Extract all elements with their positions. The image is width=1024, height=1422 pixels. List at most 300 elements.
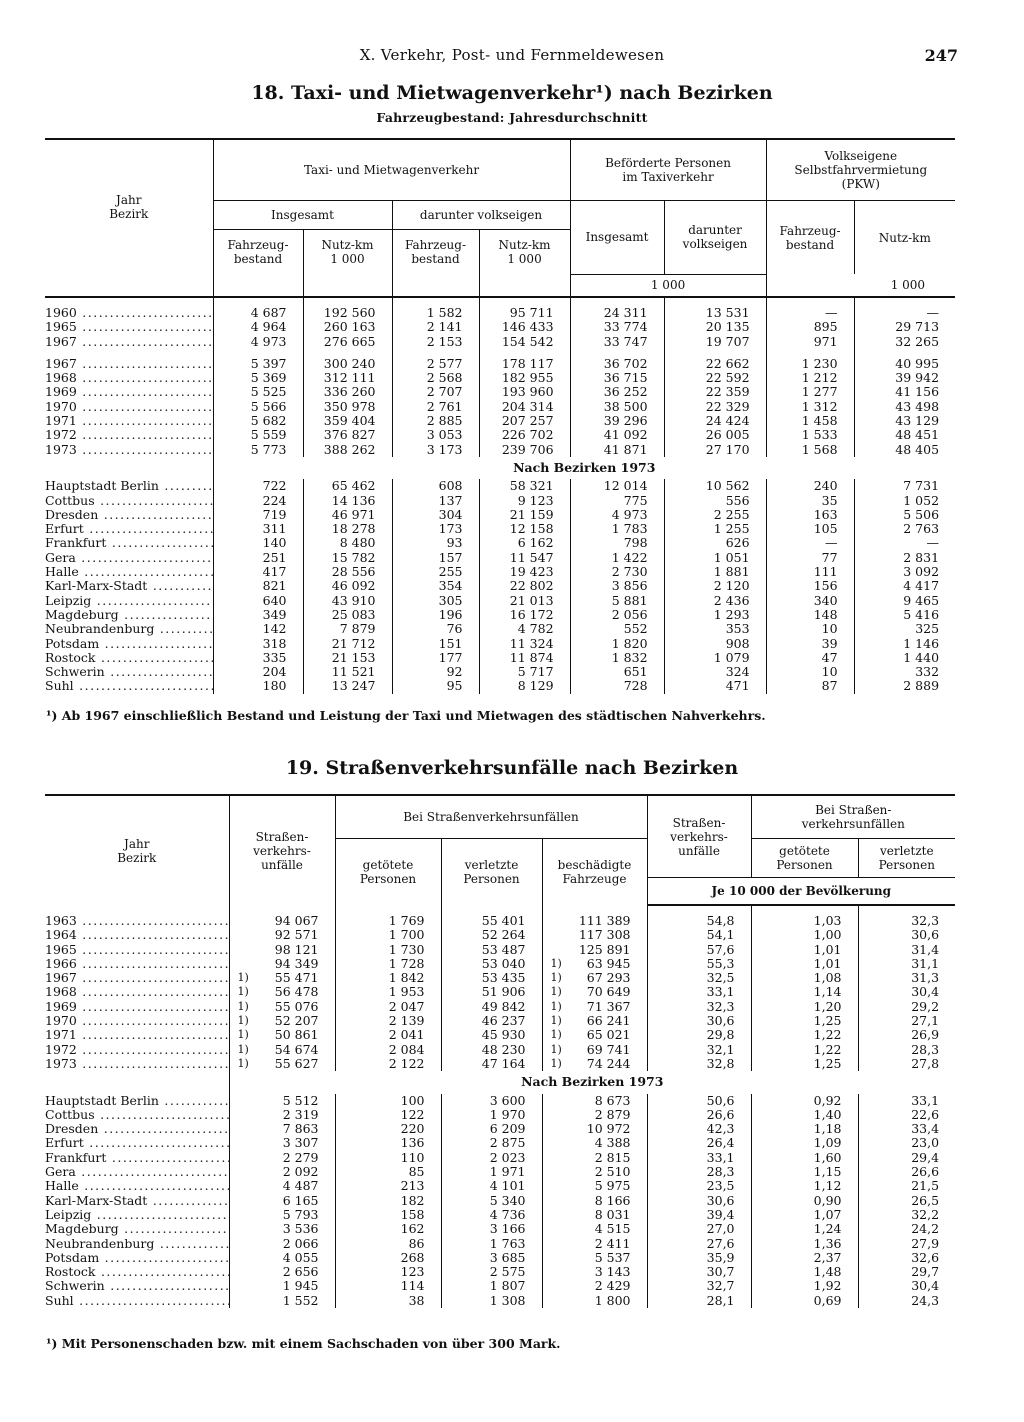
cell-value: 69 741	[586, 1041, 631, 1057]
table-cell: 19 707	[664, 335, 766, 349]
table-cell: 325	[854, 622, 955, 636]
table-cell: —	[766, 306, 854, 320]
cell-value: 52 207	[274, 1013, 319, 1029]
row-label	[45, 306, 213, 320]
table-row	[45, 371, 955, 385]
table-cell: 114	[335, 1279, 441, 1293]
table-cell: 552	[570, 622, 664, 636]
table-row	[45, 551, 955, 565]
row-label	[45, 357, 213, 371]
table-cell: 6 209	[441, 1122, 542, 1136]
row-label-text: 1967 .....	[45, 971, 229, 985]
table-cell: 76	[392, 622, 479, 636]
table-cell: 41 156	[854, 385, 955, 399]
table-cell: 3 856	[570, 579, 664, 593]
table-cell	[229, 914, 335, 928]
table-cell	[542, 1043, 647, 1057]
table-cell: 1 953	[335, 985, 441, 999]
table-cell: 21 153	[303, 651, 392, 665]
table-cell	[229, 1014, 335, 1028]
table-cell: 3 092	[854, 565, 955, 579]
row-label-text: 1973 .....	[45, 1057, 229, 1071]
table-cell: 19 423	[479, 565, 570, 579]
table-cell: 22 662	[664, 357, 766, 371]
table-row	[45, 443, 955, 457]
table18	[45, 138, 955, 694]
table-cell: 719	[213, 508, 303, 522]
row-label	[45, 371, 213, 385]
table-cell: 31,4	[858, 943, 955, 957]
row-label-text: 1973 .....	[45, 443, 213, 457]
table-cell: 4 687	[213, 306, 303, 320]
table-cell: 123	[335, 1265, 441, 1279]
table-cell: 1,22	[751, 1028, 858, 1042]
table-cell: 226 702	[479, 428, 570, 442]
t18-stub-header: Jahr Bezirk	[45, 139, 213, 274]
table-cell	[229, 1043, 335, 1057]
row-label-text: 1968 .....	[45, 371, 213, 385]
table-cell: 38 500	[570, 400, 664, 414]
table-cell: 207 257	[479, 414, 570, 428]
table-cell: 5 793	[229, 1208, 335, 1222]
table-cell: 158	[335, 1208, 441, 1222]
table-cell: 148	[766, 608, 854, 622]
table-cell: 1,08	[751, 971, 858, 985]
table-cell: 4 736	[441, 1208, 542, 1222]
table-cell: 9 465	[854, 594, 955, 608]
table-cell: 163	[766, 508, 854, 522]
row-label-text: Erfurt .....	[45, 1136, 229, 1150]
table-cell: 359 404	[303, 414, 392, 428]
table-cell: —	[766, 536, 854, 550]
table-cell: 2 831	[854, 551, 955, 565]
t18-nutzkm-header: Nutz-km 1 000	[303, 230, 392, 275]
t19-getoetete-header: getötete Personen	[335, 839, 441, 906]
table-cell: 1 312	[766, 400, 854, 414]
row-label	[45, 1222, 229, 1236]
table-cell: 28 556	[303, 565, 392, 579]
row-label-text: Suhl .....	[45, 679, 213, 693]
table-cell: 11 521	[303, 665, 392, 679]
table-cell	[229, 1028, 335, 1042]
table-cell: 2 707	[392, 385, 479, 399]
cell-value: 56 478	[274, 984, 319, 1000]
table-cell: 1 458	[766, 414, 854, 428]
row-label-text: 1970 .....	[45, 1014, 229, 1028]
table-row	[45, 579, 955, 593]
footnote-mark: 1)	[237, 999, 249, 1013]
table-cell: 2 084	[335, 1043, 441, 1057]
t19-unfaelle-header: Straßen- verkehrs- unfälle	[229, 795, 335, 905]
cell-value: 92 571	[274, 927, 319, 943]
table-cell: 2 255	[664, 508, 766, 522]
table-cell: 1 769	[335, 914, 441, 928]
table-cell: 1 051	[664, 551, 766, 565]
table-cell: 2 141	[392, 320, 479, 334]
table-cell: 376 827	[303, 428, 392, 442]
row-label-text: 1971 .....	[45, 414, 213, 428]
footnote-mark: 1)	[550, 956, 562, 970]
table-cell: 26,6	[647, 1108, 751, 1122]
table-cell: 5 682	[213, 414, 303, 428]
t18-taxi-group-header: Taxi- und Mietwagenverkehr	[213, 139, 570, 201]
table-cell: 305	[392, 594, 479, 608]
table-row	[45, 1265, 955, 1279]
table-cell: 21 712	[303, 637, 392, 651]
table-cell: 354	[392, 579, 479, 593]
table-cell: 22 592	[664, 371, 766, 385]
table-row	[45, 1294, 955, 1308]
row-label	[45, 551, 213, 565]
table-cell: 3 307	[229, 1136, 335, 1150]
table-cell: 1 212	[766, 371, 854, 385]
table-cell: 1 763	[441, 1237, 542, 1251]
t18-bef-insgesamt-header: Insgesamt	[570, 201, 664, 275]
row-label	[45, 943, 229, 957]
table-cell: 7 863	[229, 1122, 335, 1136]
section-subheading: Nach Bezirken 1973	[229, 1071, 955, 1093]
table-cell: 4 055	[229, 1251, 335, 1265]
table-row	[45, 522, 955, 536]
table-cell: 53 040	[441, 957, 542, 971]
table-cell: 38	[335, 1294, 441, 1308]
table-cell: 1 783	[570, 522, 664, 536]
table-cell: 137	[392, 494, 479, 508]
table-cell: 1,36	[751, 1237, 858, 1251]
cell-value: 65 021	[586, 1027, 631, 1043]
row-label-text: Potsdam .....	[45, 1251, 229, 1265]
table18-footnote: ¹) Ab 1967 einschließlich Bestand und Leistung der Taxi und Mietwagen des städtischen Nahverkehrs.	[46, 708, 766, 723]
table-cell: 332	[854, 665, 955, 679]
table-cell: 31,3	[858, 971, 955, 985]
table-cell: 28,3	[858, 1043, 955, 1057]
table-cell	[229, 971, 335, 985]
t18-ve-unit: 1 000	[766, 274, 955, 297]
t18-fahrzeug-header: Fahrzeug- bestand	[213, 230, 303, 275]
row-label	[45, 1136, 229, 1150]
table-cell: 22 802	[479, 579, 570, 593]
table-cell: 1 820	[570, 637, 664, 651]
table-cell: 1 230	[766, 357, 854, 371]
table-cell: 36 252	[570, 385, 664, 399]
row-label	[45, 1057, 229, 1071]
row-label	[45, 985, 229, 999]
row-label-text: Cottbus .....	[45, 494, 213, 508]
table-cell: 43 910	[303, 594, 392, 608]
table-cell: 27,9	[858, 1237, 955, 1251]
table-cell: 895	[766, 320, 854, 334]
row-label-text: Schwerin .....	[45, 665, 213, 679]
row-label-text: Potsdam .....	[45, 637, 213, 651]
table-cell: 3 600	[441, 1094, 542, 1108]
table-row	[45, 651, 955, 665]
row-label	[45, 536, 213, 550]
table-cell: 1 422	[570, 551, 664, 565]
table-cell: 122	[335, 1108, 441, 1122]
row-label	[45, 443, 213, 457]
row-label	[45, 928, 229, 942]
row-label-text: Gera .....	[45, 551, 213, 565]
row-label-text: 1960 .....	[45, 306, 213, 320]
row-label	[45, 1014, 229, 1028]
table-row	[45, 1222, 955, 1236]
table-cell: 196	[392, 608, 479, 622]
row-label	[45, 1265, 229, 1279]
table-cell: 24,2	[858, 1222, 955, 1236]
row-label-text: 1965 .....	[45, 943, 229, 957]
table-cell: 10 972	[542, 1122, 647, 1136]
table-cell	[542, 1057, 647, 1071]
t19-verletzte-header: verletzte Personen	[441, 839, 542, 906]
table-cell: 260 163	[303, 320, 392, 334]
table-cell: 180	[213, 679, 303, 693]
table-cell: 136	[335, 1136, 441, 1150]
table19-title: 19. Straßenverkehrsunfälle nach Bezirken	[285, 757, 739, 779]
table-cell	[542, 957, 647, 971]
table-cell: 111	[766, 565, 854, 579]
footnote-mark: 1)	[237, 1042, 249, 1056]
row-label-text: Magdeburg .....	[45, 608, 213, 622]
row-label-text: 1969 .....	[45, 1000, 229, 1014]
table-cell: 41 092	[570, 428, 664, 442]
table-cell: 1 440	[854, 651, 955, 665]
table-cell: 5 559	[213, 428, 303, 442]
table-cell: 53 435	[441, 971, 542, 985]
row-label	[45, 494, 213, 508]
table-cell: 33,4	[858, 1122, 955, 1136]
table-cell: 23,5	[647, 1179, 751, 1193]
table-cell: 22,6	[858, 1108, 955, 1122]
table-row	[45, 1043, 955, 1057]
row-label-text: 1968 .....	[45, 985, 229, 999]
t18-befoerderte-header: Beförderte Personen im Taxiverkehr	[570, 139, 766, 201]
row-label	[45, 1043, 229, 1057]
table-cell: 2 568	[392, 371, 479, 385]
table-cell: 651	[570, 665, 664, 679]
table-cell: 32,6	[858, 1251, 955, 1265]
table-cell: 2 763	[854, 522, 955, 536]
row-label-text: 1964 .....	[45, 928, 229, 942]
table-cell: 4 964	[213, 320, 303, 334]
footnote-mark: 1)	[550, 999, 562, 1013]
table-cell: 41 871	[570, 443, 664, 457]
table-cell: 5 975	[542, 1179, 647, 1193]
table-cell: 5 881	[570, 594, 664, 608]
table-cell: 22 359	[664, 385, 766, 399]
table-cell: 105	[766, 522, 854, 536]
footnote-mark: 1)	[237, 971, 249, 985]
table-cell	[542, 985, 647, 999]
table-cell: 11 547	[479, 551, 570, 565]
table-cell: 156	[766, 579, 854, 593]
table-cell: 2 730	[570, 565, 664, 579]
table-cell: 5 369	[213, 371, 303, 385]
t18-darunter-header: darunter volkseigen	[392, 201, 570, 230]
table-cell: 182 955	[479, 371, 570, 385]
table-cell: 2 041	[335, 1028, 441, 1042]
row-label-text: Erfurt .....	[45, 522, 213, 536]
table-cell: 353	[664, 622, 766, 636]
section-title: X. Verkehr, Post- und Fernmeldewesen	[359, 46, 665, 64]
table-cell	[229, 985, 335, 999]
table-cell: 1,60	[751, 1151, 858, 1165]
cell-value: 55 076	[274, 998, 319, 1014]
t18-insgesamt-header: Insgesamt	[213, 201, 392, 230]
table18-title: 18. Taxi- und Mietwagenverkehr¹) nach Bezirken	[251, 82, 773, 104]
row-label	[45, 1000, 229, 1014]
t19-beschaedigte-header: beschädigte Fahrzeuge	[542, 839, 647, 906]
table-cell: 4 515	[542, 1222, 647, 1236]
table-row	[45, 957, 955, 971]
table-cell: 1 146	[854, 637, 955, 651]
table-cell: 1,01	[751, 943, 858, 957]
table-cell: 2 889	[854, 679, 955, 693]
table-row	[45, 594, 955, 608]
row-label-text: Rostock .....	[45, 1265, 229, 1279]
table-row	[45, 385, 955, 399]
table-cell: 1 800	[542, 1294, 647, 1308]
table-cell: 1,48	[751, 1265, 858, 1279]
table-cell: 110	[335, 1151, 441, 1165]
table-cell: 25 083	[303, 608, 392, 622]
row-label-text: Frankfurt .....	[45, 536, 213, 550]
row-label	[45, 957, 229, 971]
table-cell: 2,37	[751, 1251, 858, 1265]
row-label-text: Gera .....	[45, 1165, 229, 1179]
table-row	[45, 536, 955, 550]
table-row	[45, 400, 955, 414]
table-cell: 1,14	[751, 985, 858, 999]
table-row	[45, 1108, 955, 1122]
table-row	[45, 335, 955, 349]
row-label	[45, 1251, 229, 1265]
table-row	[45, 665, 955, 679]
row-label	[45, 522, 213, 536]
table-cell: 5 512	[229, 1094, 335, 1108]
table-cell: 26 005	[664, 428, 766, 442]
cell-value: 50 861	[274, 1027, 319, 1043]
table-cell: 32,3	[647, 1000, 751, 1014]
table-cell: 12 158	[479, 522, 570, 536]
table-cell: 4 973	[213, 335, 303, 349]
row-label	[45, 1208, 229, 1222]
footnote-mark: 1)	[550, 1042, 562, 1056]
table-cell: 12 014	[570, 479, 664, 493]
cell-value: 63 945	[586, 955, 631, 971]
table-row	[45, 508, 955, 522]
t19-stub-header: Jahr Bezirk	[45, 795, 229, 905]
table-cell	[229, 928, 335, 942]
row-label	[45, 414, 213, 428]
table-cell: 2 436	[664, 594, 766, 608]
footnote-mark: 1)	[237, 1056, 249, 1070]
row-label	[45, 565, 213, 579]
table-cell: 775	[570, 494, 664, 508]
table-cell: 4 417	[854, 579, 955, 593]
table-cell: 13 531	[664, 306, 766, 320]
row-label-text: Magdeburg .....	[45, 1222, 229, 1236]
row-label	[45, 1237, 229, 1251]
table-cell: 3 166	[441, 1222, 542, 1236]
table-cell: 1 533	[766, 428, 854, 442]
table-cell: 21 013	[479, 594, 570, 608]
table-row	[45, 971, 955, 985]
row-label	[45, 914, 229, 928]
table-cell: 5 537	[542, 1251, 647, 1265]
table-cell	[229, 957, 335, 971]
table-cell: 255	[392, 565, 479, 579]
table-cell: 3 053	[392, 428, 479, 442]
t18-dv-nutzkm-header: Nutz-km 1 000	[479, 230, 570, 275]
table-cell: 340	[766, 594, 854, 608]
table-cell: 1 700	[335, 928, 441, 942]
table-cell: 31,1	[858, 957, 955, 971]
table-cell	[542, 1014, 647, 1028]
cell-value: 94 349	[274, 955, 319, 971]
row-label	[45, 1028, 229, 1042]
table-cell: 1,15	[751, 1165, 858, 1179]
table-cell: 39,4	[647, 1208, 751, 1222]
table-cell: 5 340	[441, 1194, 542, 1208]
table-cell: 24,3	[858, 1294, 955, 1308]
t18-volkseigene-header: Volkseigene Selbstfahrvermietung (PKW)	[766, 139, 955, 201]
table-cell: 52 264	[441, 928, 542, 942]
table-row	[45, 1014, 955, 1028]
table-cell	[542, 1028, 647, 1042]
table-cell: 151	[392, 637, 479, 651]
table-cell: 26,9	[858, 1028, 955, 1042]
table-cell: 8 673	[542, 1094, 647, 1108]
table-cell	[229, 1000, 335, 1014]
table-cell: 224	[213, 494, 303, 508]
table-cell: 0,90	[751, 1194, 858, 1208]
table-row	[45, 565, 955, 579]
table-cell: 13 247	[303, 679, 392, 693]
cell-value: 54 674	[274, 1041, 319, 1057]
table-cell: 1 807	[441, 1279, 542, 1293]
table-cell: 2 656	[229, 1265, 335, 1279]
table-cell: 2 066	[229, 1237, 335, 1251]
table-cell: 32,5	[647, 971, 751, 985]
table-cell: 193 960	[479, 385, 570, 399]
cell-value: 67 293	[586, 970, 631, 986]
table-cell: 350 978	[303, 400, 392, 414]
table-cell: 1,25	[751, 1014, 858, 1028]
table-cell: 27,8	[858, 1057, 955, 1071]
table-cell: 1,25	[751, 1057, 858, 1071]
table-cell: 8 129	[479, 679, 570, 693]
table-cell: 2 879	[542, 1108, 647, 1122]
table-row	[45, 1251, 955, 1265]
table-cell: 92	[392, 665, 479, 679]
cell-value: 94 067	[274, 913, 319, 928]
table-row	[45, 1028, 955, 1042]
t18-ve-fahrzeug-header: Fahrzeug- bestand	[766, 201, 854, 275]
table-row	[45, 357, 955, 371]
table-cell: 142	[213, 622, 303, 636]
table-cell: 32,2	[858, 1208, 955, 1222]
row-label-text: Hauptstadt Berlin .....	[45, 479, 213, 493]
table-row	[45, 1237, 955, 1251]
table-cell: 11 874	[479, 651, 570, 665]
table-cell: 1 945	[229, 1279, 335, 1293]
row-label	[45, 1194, 229, 1208]
table-cell: 240	[766, 479, 854, 493]
table-row	[45, 622, 955, 636]
table-cell: 0,69	[751, 1294, 858, 1308]
table-cell: 23,0	[858, 1136, 955, 1150]
table-cell: 173	[392, 522, 479, 536]
